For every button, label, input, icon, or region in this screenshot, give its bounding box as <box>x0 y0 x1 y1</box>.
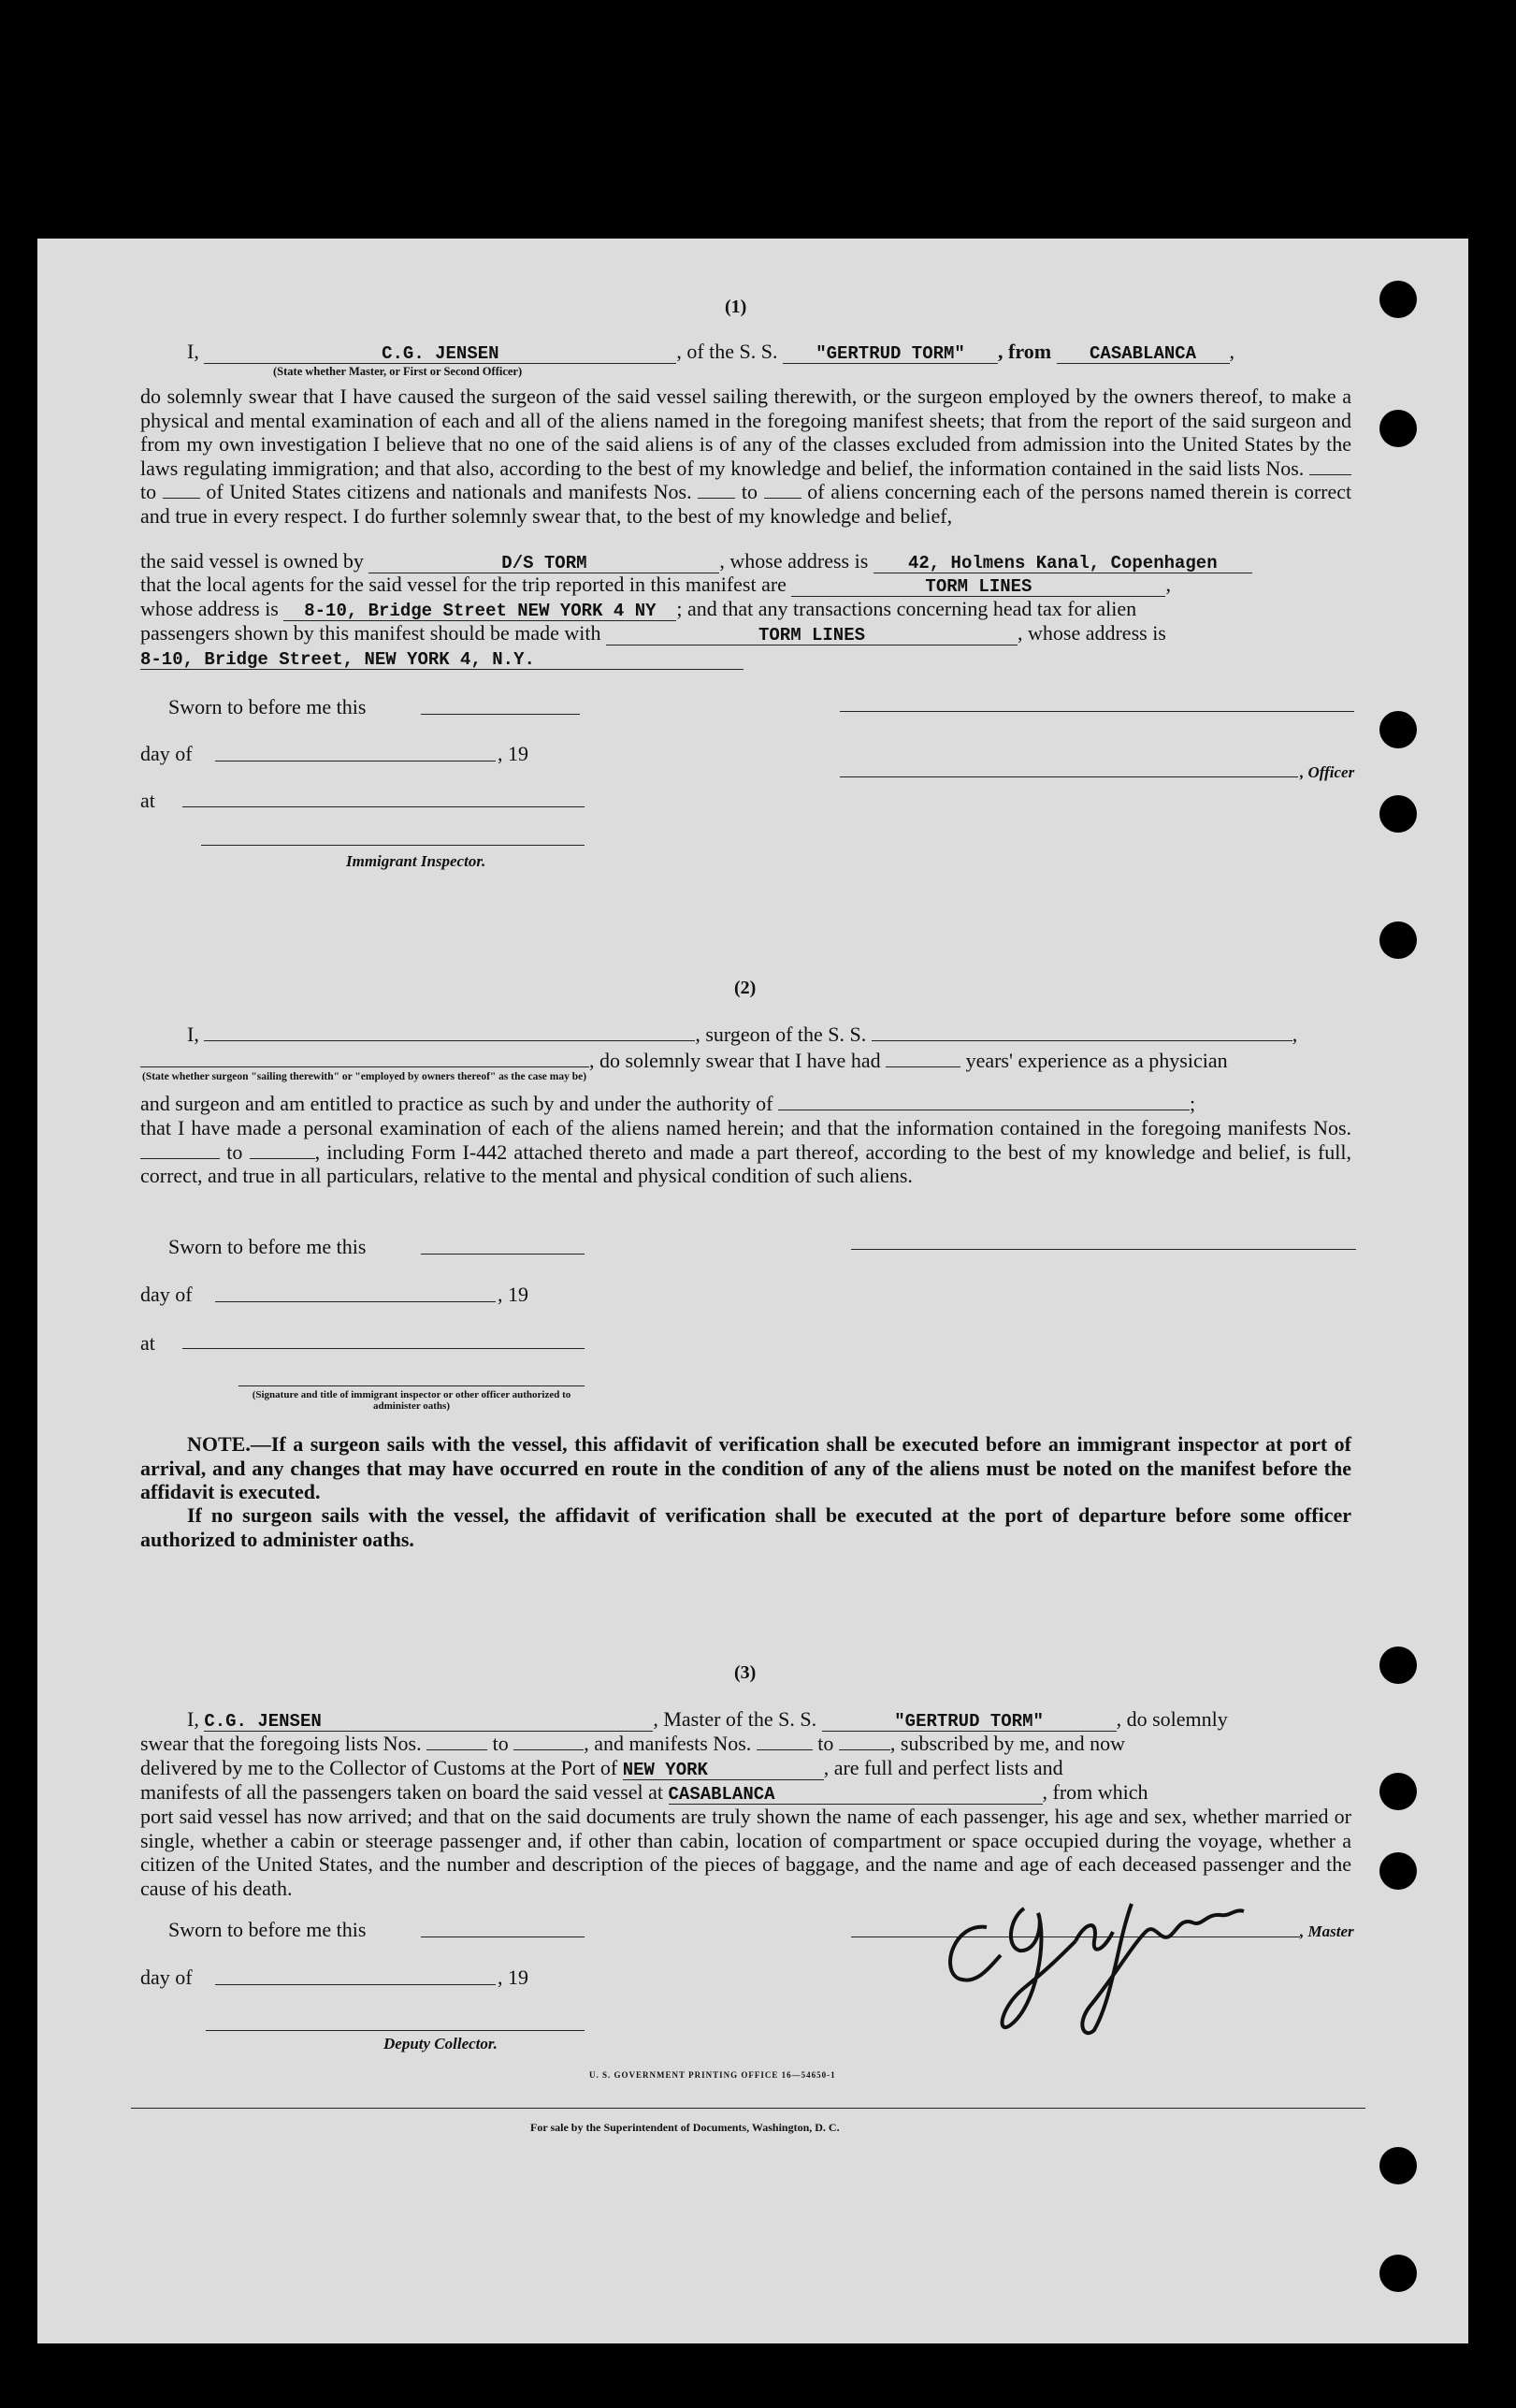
sec1-body-text: of United States citizens and nationals and manifests Nos. <box>206 480 692 503</box>
to-label: to <box>817 1732 834 1755</box>
lists-from-field <box>1309 459 1351 475</box>
tax-agent-line <box>140 621 1166 646</box>
agents-label: that the local agents for the said vessel for the trip reported in this manifest are <box>140 573 787 596</box>
day-of-line <box>215 761 496 762</box>
gpo-footer: U. S. GOVERNMENT PRINTING OFFICE 16—54650-1 <box>589 2070 836 2080</box>
sec2-at-label: at <box>140 1331 155 1355</box>
sec2-at-line <box>182 1348 585 1349</box>
sec3-body-text: port said vessel has now arrived; and that on the said documents are truly shown the name of each passenger, his age and sex, whether married or single, whether a cabin or steerage passenger and, if other than cabin, location of compartment or space occupied during the voyage, whether a citizen of the United States, and the number and description of the pieces of baggage, and the name and age of each deceased passenger and the cause of his death. <box>140 1805 1351 1900</box>
delivered-label: delivered by me to the Collector of Customs at the Port of <box>140 1756 618 1779</box>
surgeon-status-field <box>140 1052 589 1067</box>
owner-field: D/S TORM <box>368 554 719 573</box>
sec3-second-line <box>140 1732 1125 1756</box>
sec2-body-text: foregoing manifests Nos. <box>1141 1116 1352 1139</box>
sec3-day-of-line <box>215 1984 496 1985</box>
sec2-i: I, <box>187 1023 199 1046</box>
sec2-inspector-line <box>238 1385 585 1386</box>
note-text: If no surgeon sails with the vessel, the affidavit of verification shall be executed at the port of departure before some officer authorized to administer oaths. <box>140 1503 1351 1551</box>
agent-address-field: 8-10, Bridge Street NEW YORK 4 NY <box>283 602 676 621</box>
sec3-lists-from <box>426 1734 487 1750</box>
sworn-date-line <box>421 714 580 715</box>
arrival-port-field: NEW YORK <box>623 1761 824 1780</box>
sec3-third-line <box>140 1756 1063 1780</box>
officer-title: , Officer <box>1300 763 1355 781</box>
sale-footer: For sale by the Superintendent of Documents, Washington, D. C. <box>530 2121 840 2134</box>
whose-address-label: , whose address is <box>1018 621 1166 645</box>
and-manifests-label: , and manifests Nos. <box>584 1732 752 1755</box>
from-label: , from <box>998 340 1052 363</box>
sec2-manifests-to <box>250 1143 315 1159</box>
officer-line-1 <box>840 711 1354 712</box>
punch-hole <box>1379 1852 1417 1890</box>
sec2-year-label: , 19 <box>498 1283 528 1306</box>
subscribed-label: , subscribed by me, and now <box>889 1732 1126 1755</box>
punch-hole <box>1379 410 1417 447</box>
port-field: CASABLANCA <box>1057 344 1230 364</box>
sworn-label: Sworn to before me this <box>168 695 367 718</box>
manifests-to-field <box>764 483 801 499</box>
full-perfect-label: , are full and perfect lists and <box>823 1756 1063 1779</box>
punch-hole <box>1379 795 1417 833</box>
day-of-label: day of <box>140 742 193 765</box>
sec3-day-of-label: day of <box>140 1966 193 1989</box>
to-label: to <box>140 480 157 503</box>
surgeon-state-note: (State whether surgeon "sailing therewith" or "employed by owners thereof" as the case may be) <box>142 1071 587 1082</box>
inspector-signature-line <box>201 845 585 846</box>
punch-hole <box>1379 1773 1417 1810</box>
swear-text: , do solemnly swear that I have had <box>589 1049 881 1072</box>
sec3-vessel-field: "GERTRUD TORM" <box>822 1712 1117 1732</box>
punch-hole <box>1379 281 1417 318</box>
comma: , <box>1229 340 1235 363</box>
officer-note: (State whether Master, or First or Second Officer) <box>273 365 523 378</box>
punch-hole <box>1379 921 1417 959</box>
note-label: NOTE. <box>187 1432 251 1456</box>
sec2-sworn-label: Sworn to before me this <box>168 1235 367 1258</box>
do-solemnly-label: , do solemnly <box>1116 1707 1228 1731</box>
sec2-body-text: , including Form I-442 attached thereto and made a part thereof, according to <box>314 1139 970 1164</box>
sec3-fourth-line <box>140 1780 1148 1805</box>
sec3-i: I, <box>187 1707 199 1731</box>
sec2-body <box>140 1116 1351 1188</box>
officer-line-2 <box>840 776 1298 777</box>
sec2-day-of-label: day of <box>140 1283 193 1306</box>
manifest-affidavit-page <box>37 239 1468 2343</box>
punch-hole <box>1379 2255 1417 2292</box>
from-which-label: , from which <box>1042 1780 1148 1804</box>
whose-address-label: , whose address is <box>719 549 869 573</box>
agents-line <box>140 573 1171 597</box>
sec2-second-line <box>140 1049 1228 1073</box>
tax-address-field: 8-10, Bridge Street, NEW YORK 4, N.Y. <box>140 650 744 670</box>
master-name-field: C.G. JENSEN <box>204 344 676 364</box>
surgeon-name-field <box>204 1025 695 1041</box>
punch-hole <box>1379 711 1417 748</box>
departure-port-field: CASABLANCA <box>669 1785 1043 1805</box>
sec3-manifests-to <box>839 1734 890 1750</box>
whose-address-label: whose address is <box>140 597 279 620</box>
sec2-note-2 <box>140 1503 1351 1551</box>
tax-agent-field: TORM LINES <box>606 626 1018 646</box>
sec3-lists-to <box>513 1734 584 1750</box>
years-field <box>886 1052 960 1067</box>
owner-address-field: 42, Holmens Kanal, Copenhagen <box>874 554 1252 573</box>
manifests-all-label: manifests of all the passengers taken on board the said vessel at <box>140 1780 664 1804</box>
surgeon-of-label: , surgeon of the S. S. <box>695 1023 867 1046</box>
sec3-year-label: , 19 <box>498 1966 528 1989</box>
year-label: , 19 <box>498 742 528 765</box>
sec1-body-text: of aliens concerning each of the persons named <box>807 480 1206 503</box>
section-1-number: (1) <box>725 297 747 317</box>
authority-line <box>140 1092 1195 1116</box>
sec1-first-line <box>187 340 1234 364</box>
sec2-signature-note: (Signature and title of immigrant inspector or other officer authorized to administer oaths) <box>252 1389 571 1412</box>
agents-field: TORM LINES <box>791 577 1165 597</box>
sec3-master-name-field: C.G. JENSEN <box>204 1712 653 1732</box>
sec2-sworn-line <box>421 1254 585 1255</box>
comma: , <box>1292 1023 1298 1046</box>
authority-field <box>778 1095 1190 1110</box>
lists-to-field <box>163 483 200 499</box>
swear-lists-label: swear that the foregoing lists Nos. <box>140 1732 422 1755</box>
sec1-body-text: therein is correct and true in every respect. I do further solemnly swear that, to the best of my knowledge and belief, <box>140 480 1352 528</box>
sec2-first-line <box>187 1023 1297 1047</box>
at-line <box>182 806 585 807</box>
sec2-manifests-from <box>140 1143 220 1159</box>
agent-address-line <box>140 597 1136 621</box>
to-label: to <box>741 480 758 503</box>
manifests-from-field <box>698 483 735 499</box>
sec3-first-line <box>187 1707 1228 1732</box>
tax-address-line <box>140 646 744 670</box>
section-2-number: (2) <box>734 978 757 998</box>
deputy-title: Deputy Collector. <box>383 2035 498 2053</box>
comma: , <box>1165 573 1171 596</box>
sec2-note <box>140 1432 1351 1504</box>
master-of-label: , Master of the S. S. <box>653 1707 817 1731</box>
of-ss-label: , of the S. S. <box>676 340 778 363</box>
passengers-label: passengers shown by this manifest should be made with <box>140 621 601 645</box>
at-label: at <box>140 789 155 812</box>
deputy-signature-line <box>206 2030 585 2031</box>
head-tax-text: ; and that any transactions concerning head tax for alien <box>676 597 1137 620</box>
owned-by-label: the said vessel is owned by <box>140 549 364 573</box>
sec2-body-text: that I have made a personal examination of each of the aliens named herein; and that the information contained in the <box>140 1116 1135 1139</box>
to-label: to <box>226 1139 243 1164</box>
sec1-body <box>140 384 1351 528</box>
surgeon-signature-line <box>851 1249 1356 1250</box>
master-signature <box>935 1866 1253 2044</box>
surgeon-vessel-field <box>872 1025 1292 1041</box>
sec1-i: I, <box>187 340 199 363</box>
vessel-name-field: "GERTRUD TORM" <box>783 344 998 364</box>
sec3-manifests-from <box>757 1734 813 1750</box>
inspector-title: Immigrant Inspector. <box>346 852 486 870</box>
note-text: —If a surgeon sails with the vessel, this affidavit of verification shall be executed before an immigrant inspector at port of arrival, and any changes that may have occurred en route in the condition of any of the aliens must be noted on the manifest before the affidavit is executed. <box>140 1432 1351 1503</box>
sec2-body-text: the best of my knowledge and belief, is full, correct, and true in all particulars, relative to the mental and physical condition of such aliens. <box>140 1139 1352 1187</box>
footer-rule <box>131 2108 1365 2109</box>
punch-hole <box>1379 1646 1417 1684</box>
master-title: , Master <box>1300 1922 1354 1940</box>
sec1-body-text: do solemnly swear that I have caused the surgeon of the said vessel sailing therewith, or the surgeon employed by the owners thereof, to make a physical and mental examination of each and all of the aliens named in the foregoing manifest sheets; that from the report of the said surgeon and from my own investigation I believe that no one of the said aliens is of any of the classes excluded from admission into the United States by the laws regulating immigration; and that also, according to the best of my knowledge and belief, the information contained in the said lists Nos. <box>140 384 1351 480</box>
authority-label: and surgeon and am entitled to practice as such by and under the authority of <box>140 1092 773 1115</box>
sec2-day-of-line <box>215 1301 496 1302</box>
sec3-sworn-label: Sworn to before me this <box>168 1918 367 1941</box>
to-label: to <box>492 1732 509 1755</box>
punch-hole <box>1379 2147 1417 2184</box>
semicolon: ; <box>1190 1092 1196 1115</box>
section-3-number: (3) <box>734 1662 757 1683</box>
owner-line <box>140 549 1252 573</box>
years-label: years' experience as a physician <box>965 1049 1228 1072</box>
